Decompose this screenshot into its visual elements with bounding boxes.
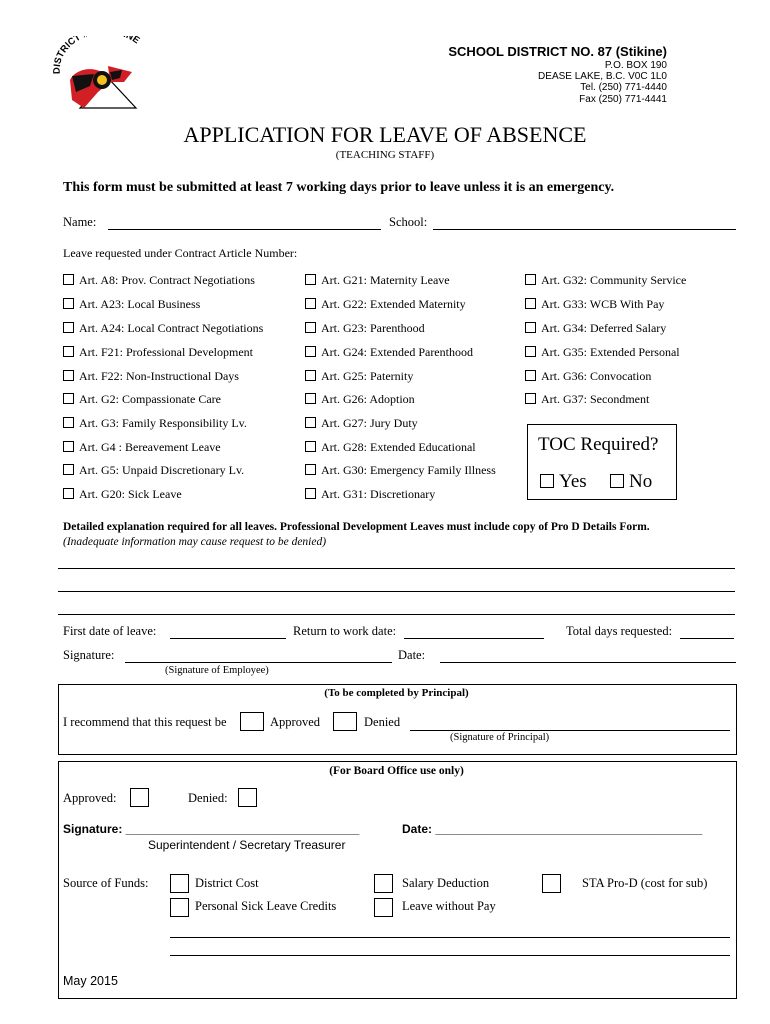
total-days-input[interactable] <box>680 638 734 639</box>
article-option[interactable]: Art. G2: Compassionate Care <box>63 392 221 407</box>
explanation-line[interactable] <box>58 614 735 615</box>
form-subtitle: (TEACHING STAFF) <box>335 149 435 161</box>
principal-approved-label: Approved <box>270 715 320 729</box>
board-approved-checkbox[interactable] <box>130 788 149 807</box>
leave-without-pay-label: Leave without Pay <box>402 899 496 913</box>
checkbox[interactable] <box>525 274 536 285</box>
district-logo <box>50 36 155 116</box>
employee-signature-caption: (Signature of Employee) <box>165 665 269 676</box>
checkbox[interactable] <box>305 298 316 309</box>
article-option[interactable]: Art. G20: Sick Leave <box>63 487 182 502</box>
checkbox[interactable] <box>305 322 316 333</box>
toc-box <box>527 424 677 500</box>
checkbox[interactable] <box>305 370 316 381</box>
source-of-funds-label: Source of Funds: <box>63 876 149 890</box>
checkbox[interactable] <box>63 441 74 452</box>
article-option[interactable]: Art. G28: Extended Educational <box>305 440 476 455</box>
employee-signature-input[interactable] <box>125 662 392 663</box>
date-label: Date: <box>398 648 426 662</box>
article-option[interactable]: Art. G5: Unpaid Discretionary Lv. <box>63 463 244 478</box>
checkbox[interactable] <box>63 488 74 499</box>
article-option[interactable]: Art. G27: Jury Duty <box>305 416 418 431</box>
article-option[interactable]: Art. F22: Non-Instructional Days <box>63 369 239 384</box>
checkbox[interactable] <box>63 346 74 357</box>
checkbox[interactable] <box>305 417 316 428</box>
checkbox[interactable] <box>305 274 316 285</box>
svg-text:DISTRICT #87 STIKINE <box>52 36 142 74</box>
checkbox[interactable] <box>305 488 316 499</box>
principal-approved-checkbox[interactable] <box>240 712 264 731</box>
explanation-warning: (Inadequate information may cause request to be denied) <box>63 536 327 548</box>
checkbox[interactable] <box>525 370 536 381</box>
article-option[interactable]: Art. G22: Extended Maternity <box>305 297 466 312</box>
article-option[interactable]: Art. G31: Discretionary <box>305 487 435 502</box>
checkbox[interactable] <box>305 464 316 475</box>
board-heading: (For Board Office use only) <box>329 765 464 777</box>
checkbox[interactable] <box>63 298 74 309</box>
checkbox[interactable] <box>63 417 74 428</box>
toc-yes-checkbox[interactable] <box>540 474 554 488</box>
checkbox[interactable] <box>63 274 74 285</box>
board-notes-line[interactable] <box>170 937 730 938</box>
district-cost-label: District Cost <box>195 876 259 890</box>
article-option[interactable]: Art. G25: Paternity <box>305 369 413 384</box>
article-option[interactable]: Art. G32: Community Service <box>525 273 686 288</box>
checkbox[interactable] <box>305 393 316 404</box>
article-option[interactable]: Art. G36: Convocation <box>525 369 651 384</box>
form-title: APPLICATION FOR LEAVE OF ABSENCE <box>183 122 587 147</box>
checkbox[interactable] <box>63 322 74 333</box>
article-option[interactable]: Art. G26: Adoption <box>305 392 415 407</box>
explanation-note: Detailed explanation required for all leaves. Professional Development Leaves must include copy of Pro D Details Form. <box>63 521 650 533</box>
personal-sick-checkbox[interactable] <box>170 898 189 917</box>
article-option[interactable]: Art. G4 : Bereavement Leave <box>63 440 221 455</box>
checkbox[interactable] <box>63 464 74 475</box>
article-option[interactable]: Art. G37: Secondment <box>525 392 649 407</box>
district-city: DEASE LAKE, B.C. V0C 1L0 <box>538 71 667 82</box>
article-option[interactable]: Art. A8: Prov. Contract Negotiations <box>63 273 255 288</box>
article-option[interactable]: Art. G34: Deferred Salary <box>525 321 666 336</box>
principal-denied-label: Denied <box>364 715 401 729</box>
signature-label: Signature: <box>63 648 115 662</box>
article-option[interactable]: Art. A23: Local Business <box>63 297 200 312</box>
return-date-label: Return to work date: <box>293 624 397 638</box>
district-tel: Tel. (250) 771-4440 <box>580 82 667 93</box>
toc-no-checkbox[interactable] <box>610 474 624 488</box>
principal-signature-caption: (Signature of Principal) <box>450 732 550 743</box>
return-date-input[interactable] <box>404 638 544 639</box>
board-date-field[interactable]: Date: ________________________________________ <box>402 822 703 836</box>
logo-arc-text: DISTRICT NE <box>51 36 142 75</box>
employee-date-input[interactable] <box>440 662 736 663</box>
district-cost-checkbox[interactable] <box>170 874 189 893</box>
district-name: SCHOOL DISTRICT NO. 87 (Stikine) <box>448 44 667 59</box>
article-option[interactable]: Art. G24: Extended Parenthood <box>305 345 473 360</box>
board-denied-label: Denied: <box>188 791 228 805</box>
article-option[interactable]: Art. A24: Local Contract Negotiations <box>63 321 263 336</box>
school-input[interactable] <box>433 229 736 230</box>
toc-no-option[interactable]: No <box>610 471 652 493</box>
sta-prod-checkbox[interactable] <box>542 874 561 893</box>
personal-sick-label: Personal Sick Leave Credits <box>195 899 337 913</box>
district-fax: Fax (250) 771-4441 <box>579 94 667 105</box>
board-approved-label: Approved: <box>63 791 117 805</box>
first-date-label: First date of leave: <box>63 624 157 638</box>
principal-signature-input[interactable] <box>410 730 730 731</box>
checkbox[interactable] <box>305 441 316 452</box>
form-date-footer: May 2015 <box>63 974 118 988</box>
checkbox[interactable] <box>63 393 74 404</box>
district-po-box: P.O. BOX 190 <box>604 60 667 71</box>
checkbox[interactable] <box>525 322 536 333</box>
school-label: School: <box>389 215 428 229</box>
board-signature-role: Superintendent / Secretary Treasurer <box>148 838 346 852</box>
logo-graphic <box>50 36 155 116</box>
checkbox[interactable] <box>525 346 536 357</box>
board-signature-field[interactable]: Signature: ___________________________________ <box>63 822 360 836</box>
article-option[interactable]: Art. G35: Extended Personal <box>525 345 680 360</box>
principal-recommend-label: I recommend that this request be <box>63 715 227 729</box>
name-label: Name: <box>63 215 97 229</box>
article-option[interactable]: Art. G33: WCB With Pay <box>525 297 664 312</box>
principal-denied-checkbox[interactable] <box>333 712 357 731</box>
checkbox[interactable] <box>63 370 74 381</box>
first-date-input[interactable] <box>170 638 286 639</box>
explanation-line[interactable] <box>58 568 735 569</box>
board-notes-line[interactable] <box>170 955 730 956</box>
board-denied-checkbox[interactable] <box>238 788 257 807</box>
articles-label: Leave requested under Contract Article Number: <box>63 246 298 260</box>
leave-without-pay-checkbox[interactable] <box>374 898 393 917</box>
toc-title: TOC Required? <box>538 434 659 455</box>
checkbox[interactable] <box>525 393 536 404</box>
name-input[interactable] <box>108 229 381 230</box>
sta-prod-label: STA Pro-D (cost for sub) <box>582 876 708 890</box>
article-option[interactable]: Art. G30: Emergency Family Illness <box>305 463 496 478</box>
toc-yes-option[interactable]: Yes <box>540 471 587 493</box>
article-option[interactable]: Art. G21: Maternity Leave <box>305 273 450 288</box>
salary-deduction-checkbox[interactable] <box>374 874 393 893</box>
article-option[interactable]: Art. F21: Professional Development <box>63 345 253 360</box>
article-option[interactable]: Art. G3: Family Responsibility Lv. <box>63 416 247 431</box>
submission-notice: This form must be submitted at least 7 working days prior to leave unless it is an emergency. <box>63 180 615 195</box>
checkbox[interactable] <box>525 298 536 309</box>
salary-deduction-label: Salary Deduction <box>402 876 490 890</box>
total-days-label: Total days requested: <box>566 624 673 638</box>
checkbox[interactable] <box>305 346 316 357</box>
principal-heading: (To be completed by Principal) <box>324 687 469 699</box>
article-option[interactable]: Art. G23: Parenthood <box>305 321 425 336</box>
explanation-line[interactable] <box>58 591 735 592</box>
